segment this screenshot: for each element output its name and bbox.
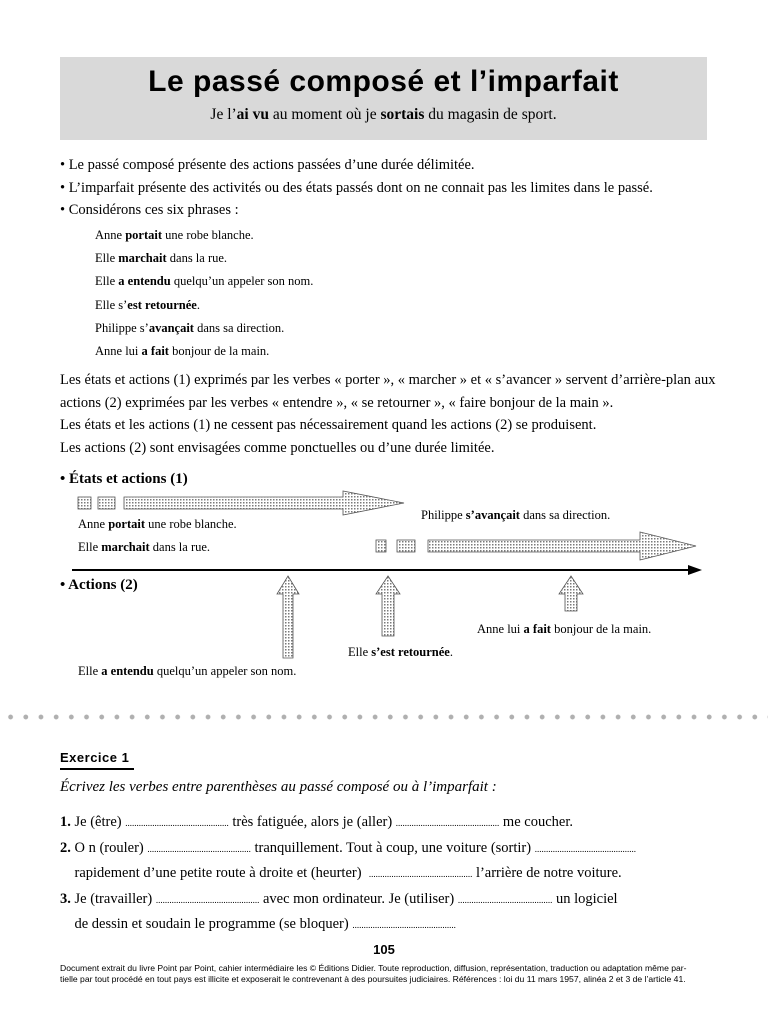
- text-run: Anne lui: [95, 344, 142, 359]
- title-banner: [60, 57, 707, 140]
- text-run: une robe blanche.: [162, 228, 254, 242]
- explanation-paragraph: [60, 369, 720, 459]
- text-run: l’arrière de notre voiture.: [472, 865, 622, 881]
- page-title: Le passé composé et l’imparfait: [148, 65, 619, 98]
- bold-verb: a fait: [141, 344, 169, 359]
- text-run: Elle: [78, 664, 102, 678]
- explanation-line: Les états et les actions (1) ne cessent pas nécessairement quand les actions (2) se produisent.: [60, 417, 597, 433]
- answer-blank: ..............................................: [125, 818, 229, 828]
- text-run: Je l’: [210, 106, 237, 123]
- label-philippe: [421, 508, 610, 523]
- small-square: [397, 540, 415, 552]
- bold-verb: portait: [125, 228, 163, 242]
- footer-line: Document extrait du livre Point par Point, cahier intermédiaire les © Éditions Didier. Toute reproduction, diffusion, représentation, traduction ou adaptation même par-: [60, 963, 687, 973]
- example-sentence: [95, 294, 313, 317]
- page-number: 105: [373, 942, 395, 957]
- example-sentences: [95, 224, 313, 363]
- action-arrow-retournee: [376, 576, 400, 636]
- bold-verb: 2.: [60, 839, 71, 856]
- example-sentence: [95, 340, 313, 363]
- footer-line: tielle par tout procédé en tout pays est illicite et exposerait le contrevenant à des poursuites judiciaires. Références : loi du 11 mars 1957, alinéa 2 et 3 de l’article 41.: [60, 974, 686, 984]
- answer-blank: ..............................................: [352, 920, 456, 930]
- bold-verb: 3.: [60, 890, 71, 907]
- small-square: [376, 540, 386, 552]
- text-run: quelqu’un appeler son nom.: [170, 274, 314, 289]
- example-sentence: [95, 317, 313, 340]
- rule-passe-compose: • Le passé composé présente des actions passées d’une durée délimitée.: [60, 157, 475, 173]
- label-anne-portait: [78, 517, 237, 532]
- text-run: au moment où je: [268, 106, 381, 123]
- label-elle-entendu: [78, 664, 296, 679]
- page-subtitle: [60, 106, 707, 124]
- bold-verb: est retournée: [127, 297, 197, 312]
- bold-verb: marchait: [118, 251, 167, 266]
- bold-verb: a entendu: [101, 664, 154, 678]
- timeline-diagram: [0, 466, 768, 696]
- text-run: tranquillement. Tout à coup, une voiture (sortir): [250, 839, 535, 856]
- bold-verb: s’avançait: [465, 508, 520, 522]
- rule-imparfait: • L’imparfait présente des activités ou des états passés dont on ne connait pas les limites dans le passé.: [60, 179, 653, 196]
- text-run: Elle: [95, 274, 119, 289]
- background-arrow-lower: [428, 532, 696, 560]
- text-run: Anne: [78, 517, 109, 531]
- background-arrow-upper: [124, 491, 404, 515]
- exercise-item-3-continued: [60, 912, 720, 938]
- text-run: me coucher.: [499, 814, 573, 830]
- text-run: quelqu’un appeler son nom.: [153, 664, 297, 678]
- text-run: Anne lui: [477, 622, 524, 636]
- small-square: [98, 497, 115, 509]
- label-elle-retournee: [348, 645, 453, 660]
- bold-verb: ai vu: [236, 106, 269, 123]
- text-run: du magasin de sport.: [424, 106, 557, 123]
- exercise-item-3: [60, 887, 720, 913]
- bold-verb: a fait: [523, 622, 551, 636]
- rules-list: [60, 154, 720, 222]
- text-run: .: [196, 297, 200, 312]
- bold-verb: s’est retournée: [371, 645, 450, 659]
- action-arrow-entendu: [277, 576, 299, 658]
- label-anne-fait: [477, 622, 651, 637]
- text-run: Je (travailler): [70, 890, 156, 907]
- text-run: une robe blanche.: [145, 517, 237, 531]
- rule-six-phrases: • Considérons ces six phrases :: [60, 202, 239, 218]
- dotted-separator: [0, 712, 768, 722]
- heading-actions: • Actions (2): [60, 577, 138, 593]
- text-run: Elle: [95, 251, 119, 266]
- exercise-item-1: [60, 810, 720, 836]
- bold-verb: 1.: [60, 814, 71, 830]
- text-run: un logiciel: [552, 890, 618, 907]
- bold-verb: avançait: [148, 320, 194, 335]
- text-run: dans la rue.: [166, 251, 228, 266]
- exercise-items: [60, 810, 720, 938]
- text-run: de dessin et soudain le programme (se bloquer): [60, 916, 353, 932]
- exercise-item-2-continued: [60, 861, 720, 887]
- text-run: bonjour de la main.: [550, 622, 652, 636]
- example-sentence: [95, 247, 313, 270]
- time-axis-arrowhead: [688, 565, 702, 575]
- text-run: Philippe s’: [95, 320, 149, 335]
- text-run: Elle s’: [95, 297, 128, 312]
- bold-verb: sortais: [380, 106, 425, 123]
- bold-verb: portait: [108, 517, 146, 531]
- text-run: bonjour de la main.: [168, 344, 270, 359]
- answer-blank: ..........................................: [457, 894, 553, 905]
- heading-etats-actions: • États et actions (1): [60, 471, 188, 487]
- answer-blank: ..............................................: [395, 818, 500, 828]
- small-square: [78, 497, 91, 509]
- text-run: Philippe: [421, 508, 466, 522]
- text-run: Anne: [95, 228, 126, 242]
- text-run: .: [449, 645, 453, 659]
- copyright-footer: [60, 963, 720, 985]
- text-run: Elle: [78, 540, 102, 554]
- text-run: très fatiguée, alors je (aller): [228, 814, 396, 830]
- answer-blank: .............................................: [534, 843, 636, 854]
- text-run: dans sa direction.: [519, 508, 611, 522]
- answer-blank: ..............................................: [147, 843, 251, 854]
- example-sentence: [95, 224, 313, 247]
- exercise-item-2: [60, 836, 720, 862]
- bold-verb: a entendu: [118, 274, 171, 289]
- answer-blank: ..............................................: [155, 894, 260, 905]
- text-run: dans la rue.: [149, 540, 211, 554]
- example-sentence: [95, 270, 313, 293]
- bold-verb: marchait: [101, 540, 150, 554]
- exercise-instruction: Écrivez les verbes entre parenthèses au passé composé ou à l’imparfait :: [60, 779, 497, 795]
- action-arrow-fait: [559, 576, 583, 611]
- text-run: Je (être): [70, 814, 126, 830]
- explanation-line: Les actions (2) sont envisagées comme ponctuelles ou d’une durée limitée.: [60, 439, 495, 456]
- explanation-line: Les états et actions (1) exprimés par les verbes « porter », « marcher » et « s’avancer » servent d’arrière-plan aux: [60, 372, 716, 388]
- text-run: avec mon ordinateur. Je (utiliser): [259, 890, 458, 907]
- text-run: O n (rouler): [70, 839, 148, 856]
- explanation-line: actions (2) exprimées par les verbes « entendre », « se retourner », « faire bonjour de la main ».: [60, 394, 614, 411]
- label-elle-marchait: [78, 540, 210, 555]
- text-run: rapidement d’une petite route à droite et (heurter): [60, 865, 369, 881]
- exercise-title-underline: [60, 768, 134, 770]
- answer-blank: ..............................................: [368, 869, 473, 879]
- text-run: dans sa direction.: [193, 320, 285, 335]
- exercise-title: Exercice 1: [60, 750, 130, 765]
- text-run: Elle: [348, 645, 372, 659]
